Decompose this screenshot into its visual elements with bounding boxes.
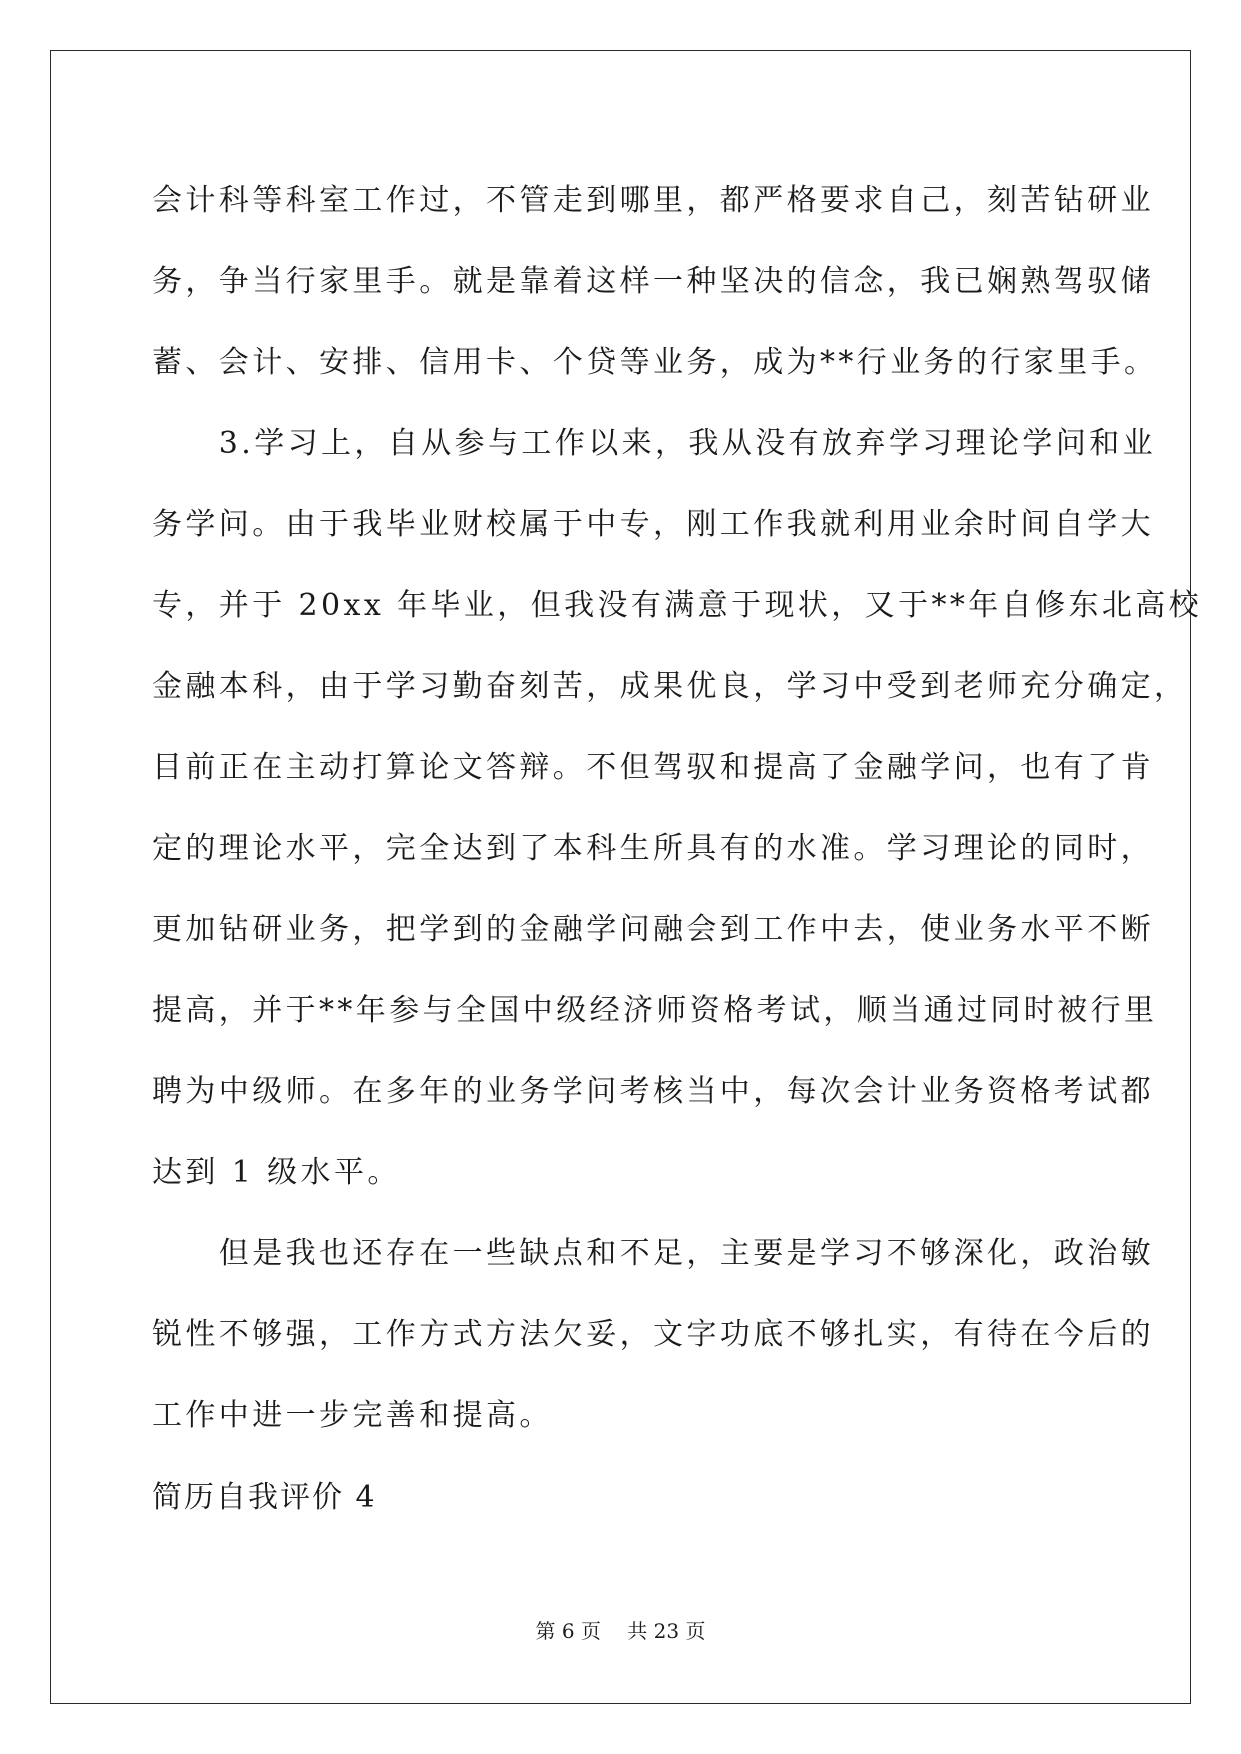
text-line: 聘为中级师。在多年的业务学问考核当中，每次会计业务资格考试都 (152, 1074, 1154, 1109)
text-line: 务，争当行家里手。就是靠着这样一种坚决的信念，我已娴熟驾驭储 (152, 264, 1154, 299)
text-line: 金融本科，由于学习勤奋刻苦，成果优良，学习中受到老师充分确定， (152, 669, 1188, 704)
text-line: 会计科等科室工作过，不管走到哪里，都严格要求自己，刻苦钻研业 (152, 183, 1154, 218)
section-heading: 简历自我评价 4 (152, 1480, 377, 1515)
text-line: 务学问。由于我毕业财校属于中专，刚工作我就利用业余时间自学大 (152, 507, 1154, 542)
text-line: 但是我也还存在一些缺点和不足，主要是学习不够深化，政治敏 (152, 1236, 1154, 1271)
text-line: 定的理论水平，完全达到了本科生所具有的水准。学习理论的同时， (152, 831, 1154, 866)
text-line: 目前正在主动打算论文答辩。不但驾驭和提高了金融学问，也有了肯 (152, 750, 1154, 785)
text-line: 蓄、会计、安排、信用卡、个贷等业务，成为**行业务的行家里手。 (152, 345, 1158, 380)
page-number-footer: 第 6 页 共 23 页 (535, 1619, 706, 1643)
text-line: 达到 1 级水平。 (152, 1155, 401, 1190)
text-line: 锐性不够强，工作方式方法欠妥，文字功底不够扎实，有待在今后的 (152, 1317, 1154, 1352)
text-line: 提高，并于**年参与全国中级经济师资格考试，顺当通过同时被行里 (152, 993, 1158, 1028)
text-line: 专，并于 20xx 年毕业，但我没有满意于现状，又于**年自修东北高校 (152, 588, 1203, 623)
text-line: 3.学习上，自从参与工作以来，我从没有放弃学习理论学问和业 (152, 426, 1157, 461)
document-body (152, 160, 1203, 1456)
text-line: 工作中进一步完善和提高。 (152, 1398, 553, 1433)
text-line: 更加钻研业务，把学到的金融学问融会到工作中去，使业务水平不断 (152, 912, 1154, 947)
